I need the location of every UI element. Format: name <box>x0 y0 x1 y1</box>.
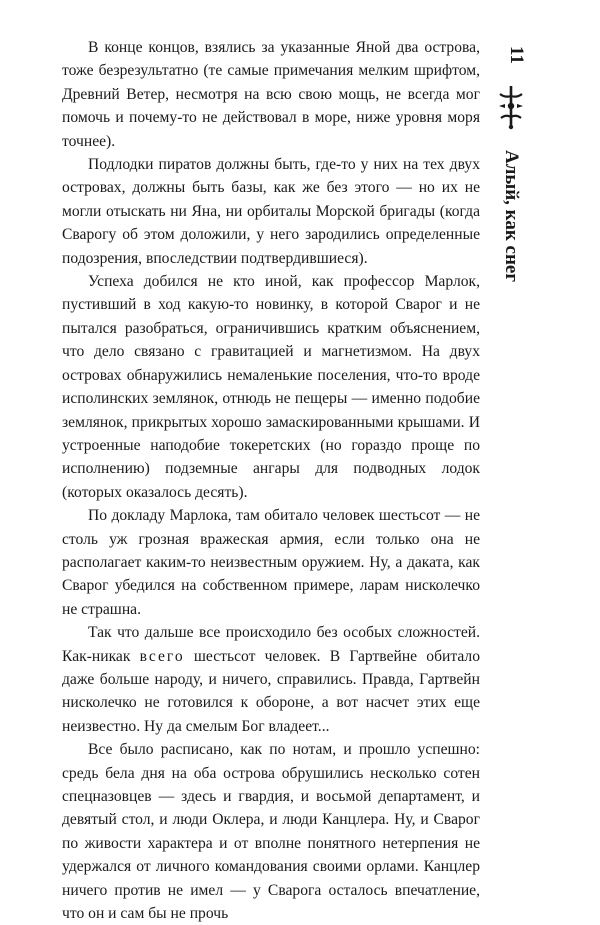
paragraph-5-start: Так что дальше все происходило без особых сложностей. Как-никак <box>62 624 480 665</box>
paragraph-6: Все было расписано, как по нотам, и прошло успешно: средь бела дня на оба острова обрушились несколько сотен спецназовцев — здесь и гвардия, и восьмой департамент, и девятый стол, и люди Оклера, и люди Канцлера. Ну, и Сварог по живости характера и от вполне понятного нетерпения не удержался от личного командования своими орлами. Канцлер ничего против не имел — у Сварога осталось впечатление, что он и сам бы не прочь <box>62 741 480 923</box>
paragraph-5-end: шестьсот человек. В Гартвейне обитало даже больше народу, и ничего, справились. Правда, Гартвейн нисколечко не готовился к обороне, а вот насчет этих еще неизвестно. Ну да смелым Бог владеет... <box>62 647 481 735</box>
sword-hilt-ornament-icon <box>497 84 525 130</box>
paragraph-3: Успеха добился не кто иной, как профессор Марлок, пустивший в ход какую-то новинку, в которой Сварог и не пытался разобраться, ограничившись кратким объяснением, что дело связано с гравитацией и магнетизмом. На двух островах обнаружились немаленькие поселения, что-то вроде исполинских землянок, отнюдь не пещеры — именно подобие землянок, прикрытых хорошо замаскированными крышами. И устроенные наподобие токеретских (но гораздо проще по исполнению) подземные ангары для подводных лодок (которых оказалось десять). <box>62 273 480 501</box>
paragraph-5 <box>62 621 480 738</box>
paragraph-4: По докладу Марлока, там обитало человек шестьсот — не столь уж грозная вражеская армия, если только она не располагает каким-то неизвестным оружием. Ну, а даката, как Сварог убедился на собственном примере, ларам нисколечко не страшна. <box>62 507 480 618</box>
page-body-text <box>62 36 480 925</box>
paragraph-2: Подлодки пиратов должны быть, где-то у них на тех двух островах, должны быть базы, как же без этого — но их не могли отыскать ни Яна, ни орбиталы Морской бригады (когда Сварогу об этом доложили, у него зародились определенные подозрения, впоследствии подтвердившиеся). <box>62 156 480 267</box>
running-title: Алый, как снег <box>501 150 522 282</box>
paragraph-1: В конце концов, взялись за указанные Яной два острова, тоже безрезультатно (те самые примечания мелким шрифтом, Древний Ветер, несмотря на всю свою мощь, не всегда мог помочь и почему-то не действовал в море, ниже уровня моря точнее). <box>62 39 480 150</box>
paragraph-5-spaced-word: всего <box>139 647 185 665</box>
page-number: 11 <box>506 46 527 64</box>
